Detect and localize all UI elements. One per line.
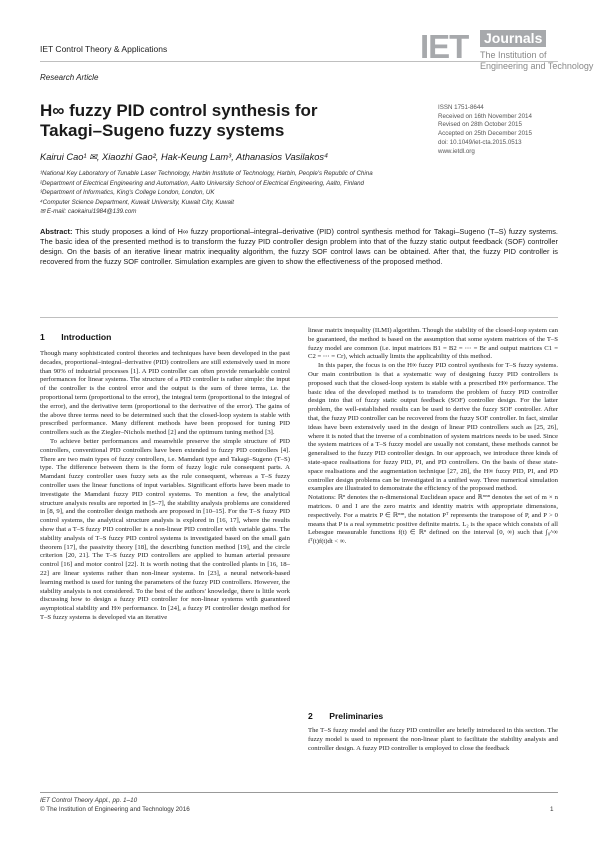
section-1-paragraph-1: Though many sophisticated control theories and techniques have been developed in the past decades, proportional–integral–derivative (PID) controllers are still extensively used in more than 90% of industrial processes [1]. A PID controller can often provide remarkable control performances for linear systems. The structure of a PID controller is rather simple: the input of the controller is the control error and the output is the sum of three terms, i.e. the proportional term (proportional to the error), the integral term (proportional to the integral of the error), and the derivative term (proportional to the derivative of the error). The gains of the above three terms need to be determined such that the closed-loop system is stable with prescribed performance. Many different methods have been proposed for tuning PID controllers such as the Ziegler–Nichols method [2] and the optimum tuning method [3]. bbox=[40, 350, 290, 437]
affiliation-2: ²Department of Electrical Engineering and Automation, Aalto University School of Electrical Engineering, Aalto, Finland bbox=[40, 179, 364, 187]
affiliations bbox=[40, 169, 560, 217]
title-line-2: Takagi–Sugeno fuzzy systems bbox=[40, 121, 285, 140]
section-2-title: Preliminaries bbox=[329, 711, 384, 721]
meta-accepted: Accepted on 25th December 2015 bbox=[438, 130, 532, 138]
logo-line1: The Institution of bbox=[480, 50, 547, 60]
notations-paragraph: Notations: ℝⁿ denotes the n-dimensional Euclidean space and ℝᵐˣⁿ denotes the set of m × n matrices. 0 and I are the zero matrix and identity matrix with appropriate dimensions, respectively. For a matrix P ∈ ℝⁿˣⁿ, the notation Pᵀ represents the transpose of P, and P > 0 means that P is a real symmetric positive definite matrix. L₂ is the space which consists of all Lebesgue measurable functions f(t) ∈ ℝⁿ defined on the interval [0, ∞) such that ∫₀^∞ fᵀ(t)f(t)dt < ∞. bbox=[308, 494, 558, 546]
logo-line2: Engineering and Technology bbox=[480, 61, 594, 71]
article-meta bbox=[438, 104, 532, 156]
journal-name: IET Control Theory & Applications bbox=[40, 44, 168, 54]
paper-title bbox=[40, 101, 400, 141]
meta-received: Received on 16th November 2014 bbox=[438, 112, 532, 120]
section-2-heading bbox=[308, 706, 383, 724]
section-1-title: Introduction bbox=[61, 332, 112, 342]
meta-doi: doi: 10.1049/iet-cta.2015.0513 bbox=[438, 138, 522, 146]
footer-copyright: © The Institution of Engineering and Technology 2016 bbox=[40, 806, 190, 813]
column-2-paragraph-1: linear matrix inequality (ILMI) algorithm. Though the stability of the closed-loop system can be guaranteed, the method is based on the assumption that some system matrices of the T–S fuzzy model are common (i.e. input matrices B1 = B2 = ⋯ = Br and output matrices C1 = C2 = ⋯ = Cr), which actually limits the applicability of this method. bbox=[308, 327, 558, 361]
title-line-1: H∞ fuzzy PID control synthesis for bbox=[40, 101, 318, 120]
abstract-text: This study proposes a kind of H∞ fuzzy proportional–integral–derivative (PID) control synthesis method for Takagi–Sugeno (T–S) fuzzy systems. The basic idea of the presented method is to transform the fuzzy PID controller design problem into that of the fuzzy static output feedback (SOF) controller design. On the basis of an iterative linear matrix inequality algorithm, the fuzzy SOF control laws can be obtained. After that, the fuzzy PID controller is recovered from the fuzzy SOF controller. Simulation examples are given to show the effectiveness of the proposed method. bbox=[40, 227, 558, 266]
abstract-rule bbox=[40, 317, 558, 318]
section-1-paragraph-2: To achieve better performances and meanwhile preserve the simple structure of PID controllers, conventional PID controllers have been extended to fuzzy PID controllers [4]. There are two main types of fuzzy controllers, i.e. Mamdani type and Takagi–Sugeno (T–S) type. The difference between them is the form of fuzzy logic rule consequent parts. A Mamdani fuzzy controller uses fuzzy sets as the rule consequent, whereas a T–S fuzzy controller uses the linear functions of input variables. Significant efforts have been made to investigate the Mamdani fuzzy PID control systems. To mention a few, the analytical structure analysis results are reported in [5–7], the stability analysis problems are considered in [8, 9], and the controller design methods are proposed in [10–15]. For the T–S fuzzy PID control systems, the analytical structure analysis is explored in [16, 17], where the results show that a T–S fuzzy PID controller is a non-linear PID controller with variable gains. The stability analysis of T–S fuzzy PID control systems is investigated based on the small gain theorem [17], the passivity theory [18], the describing function method [19], and the circle criterion [20, 21]. The T–S fuzzy PID controllers are applied to human arterial pressure control [16] and motor control [22]. It is worth noting that the controlled plants in [16, 18–22] are linear systems rather than non-linear systems. In [23], a neural network-based learning method is used for tuning the parameters of the fuzzy PID controllers. However, the stability analysis is not considered. To the best of the authors' knowledge, there is little work discussing how to design a fuzzy PID controller for non-linear systems with guaranteed asymptotical stability and H∞ performance. In [24], a fuzzy PI controller design method for T–S fuzzy systems is developed via an iterative bbox=[40, 437, 290, 621]
logo-iet-text: IET bbox=[420, 28, 469, 65]
section-2-paragraph-1: The T–S fuzzy model and the fuzzy PID controller are briefly introduced in this section. The fuzzy model is used to represent the non-linear plant to facilitate the stability analysis and controller design. A fuzzy PID controller is employed to close the feedback bbox=[308, 727, 558, 752]
affiliation-3: ³Department of Informatics, King's College London, London, UK bbox=[40, 189, 215, 196]
logo-journals-text: Journals bbox=[480, 30, 546, 47]
iet-logo bbox=[420, 28, 594, 82]
article-type: Research Article bbox=[40, 73, 99, 82]
column-2-paragraph-2: In this paper, the focus is on the H∞ fuzzy PID control synthesis for T–S fuzzy systems. Our main contribution is that a systematic way of designing fuzzy PID controllers is proposed such that the closed-loop system is stable with a prescribed H∞ performance. The basic idea of the developed method is to transform the problem of fuzzy PID controller design into that of fuzzy static output feedback (SOF) controller design. For the latter problem, the well-established results can be used to derive the fuzzy SOF controller. After that, the fuzzy PID controller can be recovered from the fuzzy SOF controller. In fact, similar ideas have been extensively used in the design of linear PID controllers such as [25, 26], where it is noted that the inverse of a combination of system matrices needs to be used. Since the system matrices of a T–S fuzzy model are usually not constant, these methods cannot be generalised to the fuzzy PID controller design. In our approach, we introduce three kinds of state-space realisations for fuzzy PID, PI, and PD controllers. On the basis of these state-space realisations and the augmentation technique [27, 28], the H∞ fuzzy PID, PI, and PD controller design problems can be investigated in a unified way. Three numerical simulation examples are illustrated to demonstrate the efficiency of the proposed method. bbox=[308, 362, 558, 493]
affiliation-4: ⁴Computer Science Department, Kuwait University, Kuwait City, Kuwait bbox=[40, 198, 234, 206]
author-list: Kairui Cao¹ ✉, Xiaozhi Gao², Hak-Keung Lam³, Athanasios Vasilakos⁴ bbox=[40, 152, 329, 162]
section-1-number: 1 bbox=[40, 332, 45, 342]
section-2-body bbox=[308, 727, 558, 753]
abstract bbox=[40, 227, 558, 267]
page-number: 1 bbox=[550, 806, 554, 813]
meta-revised: Revised on 28th October 2015 bbox=[438, 121, 522, 129]
affiliation-1: ¹National Key Laboratory of Tunable Laser Technology, Harbin Institute of Technology, Harbin, People's Republic of China bbox=[40, 170, 373, 177]
section-2-number: 2 bbox=[308, 711, 313, 721]
footer-rule bbox=[40, 792, 558, 793]
footer-citation: IET Control Theory Appl., pp. 1–10 bbox=[40, 797, 138, 804]
abstract-label: Abstract: bbox=[40, 227, 73, 236]
meta-issn: ISSN 1751-8644 bbox=[438, 104, 484, 111]
column-2-body bbox=[308, 327, 558, 547]
meta-url[interactable]: www.ietdl.org bbox=[438, 147, 475, 155]
section-1-heading bbox=[40, 327, 111, 345]
section-1-body bbox=[40, 350, 290, 623]
corresponding-email[interactable]: ✉ E-mail: caokairui1984@139.com bbox=[40, 208, 137, 215]
